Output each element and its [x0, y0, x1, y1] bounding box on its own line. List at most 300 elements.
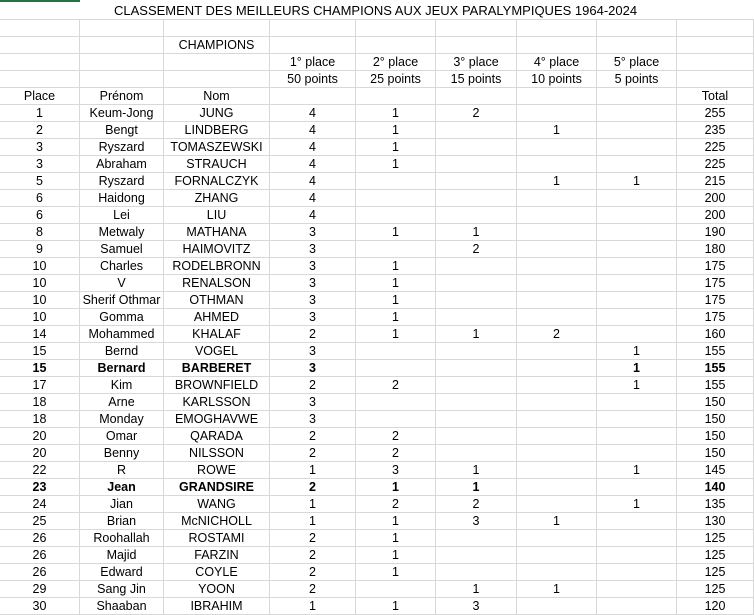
place2-count-cell[interactable] — [356, 394, 436, 410]
place2-count-cell[interactable]: 1 — [356, 547, 436, 563]
first-name-cell[interactable]: R — [80, 462, 164, 478]
place2-header[interactable]: 2° place — [356, 54, 436, 70]
place3-header[interactable]: 3° place — [436, 54, 517, 70]
place3-count-cell[interactable] — [436, 190, 517, 206]
place5-count-cell[interactable] — [597, 530, 677, 546]
place1-count-cell[interactable]: 3 — [270, 275, 356, 291]
place5-count-cell[interactable] — [597, 275, 677, 291]
place-cell[interactable]: 10 — [0, 258, 80, 274]
place5-count-cell[interactable] — [597, 156, 677, 172]
last-name-cell[interactable]: VOGEL — [164, 343, 270, 359]
place1-count-cell[interactable]: 2 — [270, 326, 356, 342]
place2-count-cell[interactable]: 1 — [356, 292, 436, 308]
place1-count-cell[interactable]: 2 — [270, 377, 356, 393]
place5-count-cell[interactable]: 1 — [597, 496, 677, 512]
place2-count-cell[interactable]: 1 — [356, 564, 436, 580]
first-name-cell[interactable]: Majid — [80, 547, 164, 563]
place-cell[interactable]: 26 — [0, 564, 80, 580]
place5-count-cell[interactable] — [597, 326, 677, 342]
place3-count-cell[interactable]: 2 — [436, 496, 517, 512]
place5-count-cell[interactable] — [597, 105, 677, 121]
place3-count-cell[interactable] — [436, 207, 517, 223]
sheet-title[interactable]: CLASSEMENT DES MEILLEURS CHAMPIONS AUX JEUX PARALYMPIQUES 1964-2024 — [114, 3, 638, 18]
champions-label[interactable]: CHAMPIONS — [164, 37, 270, 53]
last-name-cell[interactable]: FORNALCZYK — [164, 173, 270, 189]
place4-count-cell[interactable] — [517, 462, 597, 478]
place1-count-cell[interactable]: 2 — [270, 428, 356, 444]
cell[interactable] — [270, 37, 356, 53]
place3-count-cell[interactable] — [436, 530, 517, 546]
total-column-header[interactable]: Total — [677, 88, 754, 104]
place3-count-cell[interactable] — [436, 564, 517, 580]
first-name-cell[interactable]: Brian — [80, 513, 164, 529]
cell[interactable] — [677, 71, 754, 87]
total-cell[interactable]: 155 — [677, 343, 754, 359]
place-cell[interactable]: 30 — [0, 598, 80, 614]
last-name-cell[interactable]: AHMED — [164, 309, 270, 325]
place1-count-cell[interactable]: 3 — [270, 292, 356, 308]
place-cell[interactable]: 26 — [0, 547, 80, 563]
place5-count-cell[interactable] — [597, 513, 677, 529]
place-cell[interactable]: 18 — [0, 411, 80, 427]
place5-count-cell[interactable] — [597, 241, 677, 257]
first-name-cell[interactable]: Gomma — [80, 309, 164, 325]
place1-count-cell[interactable]: 4 — [270, 139, 356, 155]
total-cell[interactable]: 135 — [677, 496, 754, 512]
place2-count-cell[interactable] — [356, 207, 436, 223]
total-cell[interactable]: 150 — [677, 428, 754, 444]
place5-count-cell[interactable] — [597, 479, 677, 495]
total-cell[interactable]: 150 — [677, 411, 754, 427]
place1-count-cell[interactable]: 1 — [270, 496, 356, 512]
place-cell[interactable]: 2 — [0, 122, 80, 138]
place1-count-cell[interactable]: 1 — [270, 462, 356, 478]
place4-count-cell[interactable]: 1 — [517, 581, 597, 597]
place3-count-cell[interactable] — [436, 343, 517, 359]
first-name-cell[interactable]: Metwaly — [80, 224, 164, 240]
place5-count-cell[interactable]: 1 — [597, 360, 677, 376]
place-cell[interactable]: 24 — [0, 496, 80, 512]
place-cell[interactable]: 6 — [0, 207, 80, 223]
place3-count-cell[interactable] — [436, 428, 517, 444]
place5-count-cell[interactable] — [597, 581, 677, 597]
place2-count-cell[interactable]: 1 — [356, 309, 436, 325]
cell[interactable] — [80, 37, 164, 53]
place4-count-cell[interactable] — [517, 479, 597, 495]
place-cell[interactable]: 15 — [0, 343, 80, 359]
place-cell[interactable]: 1 — [0, 105, 80, 121]
place5-count-cell[interactable] — [597, 207, 677, 223]
place-cell[interactable]: 20 — [0, 428, 80, 444]
cell[interactable] — [270, 88, 356, 104]
place4-count-cell[interactable] — [517, 564, 597, 580]
place2-count-cell[interactable]: 1 — [356, 326, 436, 342]
place5-count-cell[interactable]: 1 — [597, 462, 677, 478]
cell[interactable] — [517, 88, 597, 104]
place-cell[interactable]: 5 — [0, 173, 80, 189]
place3-count-cell[interactable] — [436, 411, 517, 427]
total-cell[interactable]: 130 — [677, 513, 754, 529]
place5-count-cell[interactable] — [597, 122, 677, 138]
first-name-cell[interactable]: Charles — [80, 258, 164, 274]
place4-count-cell[interactable] — [517, 207, 597, 223]
place2-count-cell[interactable]: 1 — [356, 513, 436, 529]
place-cell[interactable]: 15 — [0, 360, 80, 376]
place-cell[interactable]: 8 — [0, 224, 80, 240]
place1-count-cell[interactable]: 2 — [270, 479, 356, 495]
cell[interactable] — [356, 20, 436, 36]
place2-count-cell[interactable]: 2 — [356, 377, 436, 393]
place2-count-cell[interactable]: 1 — [356, 105, 436, 121]
cell[interactable] — [356, 88, 436, 104]
first-name-cell[interactable]: Ryszard — [80, 173, 164, 189]
place4-count-cell[interactable] — [517, 292, 597, 308]
place-cell[interactable]: 18 — [0, 394, 80, 410]
place1-count-cell[interactable]: 4 — [270, 173, 356, 189]
place4-count-cell[interactable] — [517, 343, 597, 359]
first-name-cell[interactable]: Benny — [80, 445, 164, 461]
place4-count-cell[interactable] — [517, 156, 597, 172]
total-cell[interactable]: 120 — [677, 598, 754, 614]
place5-count-cell[interactable]: 1 — [597, 377, 677, 393]
place5-count-cell[interactable]: 1 — [597, 343, 677, 359]
total-cell[interactable]: 140 — [677, 479, 754, 495]
total-cell[interactable]: 160 — [677, 326, 754, 342]
total-cell[interactable]: 200 — [677, 190, 754, 206]
place1-count-cell[interactable]: 4 — [270, 207, 356, 223]
place2-count-cell[interactable] — [356, 190, 436, 206]
place3-count-cell[interactable]: 3 — [436, 598, 517, 614]
place5-count-cell[interactable] — [597, 139, 677, 155]
cell[interactable] — [164, 20, 270, 36]
last-name-cell[interactable]: LINDBERG — [164, 122, 270, 138]
place3-count-cell[interactable]: 1 — [436, 326, 517, 342]
place-cell[interactable]: 29 — [0, 581, 80, 597]
place3-count-cell[interactable] — [436, 360, 517, 376]
place5-count-cell[interactable] — [597, 292, 677, 308]
place1-count-cell[interactable]: 4 — [270, 122, 356, 138]
place3-count-cell[interactable] — [436, 377, 517, 393]
place4-count-cell[interactable] — [517, 241, 597, 257]
total-cell[interactable]: 125 — [677, 530, 754, 546]
place3-count-cell[interactable]: 1 — [436, 479, 517, 495]
place-cell[interactable]: 10 — [0, 292, 80, 308]
cell[interactable] — [270, 20, 356, 36]
place5-count-cell[interactable] — [597, 547, 677, 563]
cell[interactable] — [677, 37, 754, 53]
total-cell[interactable]: 190 — [677, 224, 754, 240]
cell[interactable] — [164, 54, 270, 70]
total-cell[interactable]: 145 — [677, 462, 754, 478]
place3-count-cell[interactable]: 1 — [436, 462, 517, 478]
place5-count-cell[interactable]: 1 — [597, 173, 677, 189]
first-name-cell[interactable]: Jean — [80, 479, 164, 495]
cell[interactable] — [436, 37, 517, 53]
total-cell[interactable]: 155 — [677, 360, 754, 376]
place4-count-cell[interactable] — [517, 139, 597, 155]
place1-points[interactable]: 50 points — [270, 71, 356, 87]
place3-count-cell[interactable] — [436, 122, 517, 138]
first-name-cell[interactable]: Monday — [80, 411, 164, 427]
place5-count-cell[interactable] — [597, 445, 677, 461]
place3-count-cell[interactable] — [436, 292, 517, 308]
first-name-cell[interactable]: Ryszard — [80, 139, 164, 155]
place1-header[interactable]: 1° place — [270, 54, 356, 70]
cell[interactable] — [436, 88, 517, 104]
first-name-cell[interactable]: V — [80, 275, 164, 291]
place-cell[interactable]: 14 — [0, 326, 80, 342]
place2-count-cell[interactable]: 1 — [356, 122, 436, 138]
last-name-cell[interactable]: LIU — [164, 207, 270, 223]
total-cell[interactable]: 155 — [677, 377, 754, 393]
place5-count-cell[interactable] — [597, 309, 677, 325]
last-name-cell[interactable]: ZHANG — [164, 190, 270, 206]
cell[interactable] — [164, 71, 270, 87]
place5-count-cell[interactable] — [597, 428, 677, 444]
place-cell[interactable]: 22 — [0, 462, 80, 478]
place4-points[interactable]: 10 points — [517, 71, 597, 87]
last-name-cell[interactable]: WANG — [164, 496, 270, 512]
first-name-cell[interactable]: Abraham — [80, 156, 164, 172]
place5-count-cell[interactable] — [597, 190, 677, 206]
last-name-cell[interactable]: ROSTAMI — [164, 530, 270, 546]
first-name-cell[interactable]: Sherif Othmar — [80, 292, 164, 308]
last-name-cell[interactable]: STRAUCH — [164, 156, 270, 172]
place4-count-cell[interactable] — [517, 394, 597, 410]
first-name-cell[interactable]: Jian — [80, 496, 164, 512]
place1-count-cell[interactable]: 2 — [270, 530, 356, 546]
total-cell[interactable]: 255 — [677, 105, 754, 121]
total-cell[interactable]: 175 — [677, 292, 754, 308]
last-name-cell[interactable]: BARBERET — [164, 360, 270, 376]
place2-count-cell[interactable] — [356, 581, 436, 597]
place4-header[interactable]: 4° place — [517, 54, 597, 70]
first-name-cell[interactable]: Sang Jin — [80, 581, 164, 597]
first-name-cell[interactable]: Keum-Jong — [80, 105, 164, 121]
place4-count-cell[interactable]: 1 — [517, 513, 597, 529]
place3-count-cell[interactable] — [436, 309, 517, 325]
place4-count-cell[interactable] — [517, 530, 597, 546]
place4-count-cell[interactable] — [517, 496, 597, 512]
place4-count-cell[interactable] — [517, 547, 597, 563]
place2-count-cell[interactable]: 2 — [356, 428, 436, 444]
place2-count-cell[interactable]: 1 — [356, 530, 436, 546]
place3-count-cell[interactable] — [436, 547, 517, 563]
place4-count-cell[interactable] — [517, 428, 597, 444]
first-name-cell[interactable]: Omar — [80, 428, 164, 444]
first-name-cell[interactable]: Roohallah — [80, 530, 164, 546]
place3-count-cell[interactable] — [436, 275, 517, 291]
cell[interactable] — [597, 37, 677, 53]
place3-count-cell[interactable] — [436, 173, 517, 189]
place-cell[interactable]: 3 — [0, 139, 80, 155]
last-name-cell[interactable]: QARADA — [164, 428, 270, 444]
last-name-cell[interactable]: COYLE — [164, 564, 270, 580]
total-cell[interactable]: 175 — [677, 309, 754, 325]
cell[interactable] — [517, 20, 597, 36]
total-cell[interactable]: 225 — [677, 156, 754, 172]
total-cell[interactable]: 125 — [677, 581, 754, 597]
total-cell[interactable]: 215 — [677, 173, 754, 189]
place3-count-cell[interactable]: 2 — [436, 105, 517, 121]
last-name-column-header[interactable]: Nom — [164, 88, 270, 104]
place1-count-cell[interactable]: 2 — [270, 445, 356, 461]
place-cell[interactable]: 23 — [0, 479, 80, 495]
cell[interactable] — [677, 54, 754, 70]
place5-points[interactable]: 5 points — [597, 71, 677, 87]
total-cell[interactable]: 175 — [677, 258, 754, 274]
place2-count-cell[interactable]: 3 — [356, 462, 436, 478]
cell[interactable] — [436, 20, 517, 36]
place4-count-cell[interactable] — [517, 377, 597, 393]
place3-count-cell[interactable] — [436, 156, 517, 172]
place1-count-cell[interactable]: 1 — [270, 513, 356, 529]
place5-count-cell[interactable] — [597, 598, 677, 614]
place2-count-cell[interactable]: 1 — [356, 156, 436, 172]
first-name-cell[interactable]: Mohammed — [80, 326, 164, 342]
place3-count-cell[interactable] — [436, 258, 517, 274]
place4-count-cell[interactable]: 1 — [517, 173, 597, 189]
first-name-cell[interactable]: Bernd — [80, 343, 164, 359]
place4-count-cell[interactable] — [517, 598, 597, 614]
place3-count-cell[interactable]: 3 — [436, 513, 517, 529]
place5-count-cell[interactable] — [597, 564, 677, 580]
place4-count-cell[interactable] — [517, 190, 597, 206]
place5-count-cell[interactable] — [597, 224, 677, 240]
total-cell[interactable]: 235 — [677, 122, 754, 138]
total-cell[interactable]: 125 — [677, 564, 754, 580]
place-cell[interactable]: 25 — [0, 513, 80, 529]
cell[interactable] — [0, 37, 80, 53]
last-name-cell[interactable]: YOON — [164, 581, 270, 597]
first-name-cell[interactable]: Samuel — [80, 241, 164, 257]
place1-count-cell[interactable]: 3 — [270, 241, 356, 257]
last-name-cell[interactable]: ROWE — [164, 462, 270, 478]
place3-count-cell[interactable] — [436, 394, 517, 410]
place1-count-cell[interactable]: 3 — [270, 394, 356, 410]
place1-count-cell[interactable]: 3 — [270, 343, 356, 359]
place2-count-cell[interactable] — [356, 360, 436, 376]
total-cell[interactable]: 225 — [677, 139, 754, 155]
last-name-cell[interactable]: MATHANA — [164, 224, 270, 240]
cell[interactable] — [0, 20, 80, 36]
place1-count-cell[interactable]: 3 — [270, 411, 356, 427]
cell[interactable] — [597, 20, 677, 36]
place5-count-cell[interactable] — [597, 411, 677, 427]
place4-count-cell[interactable]: 1 — [517, 122, 597, 138]
last-name-cell[interactable]: McNICHOLL — [164, 513, 270, 529]
place-cell[interactable]: 26 — [0, 530, 80, 546]
place-column-header[interactable]: Place — [0, 88, 80, 104]
place2-count-cell[interactable] — [356, 343, 436, 359]
place2-count-cell[interactable]: 1 — [356, 224, 436, 240]
cell[interactable] — [677, 20, 754, 36]
cell[interactable] — [0, 54, 80, 70]
place2-count-cell[interactable] — [356, 411, 436, 427]
place4-count-cell[interactable] — [517, 309, 597, 325]
place2-count-cell[interactable]: 2 — [356, 445, 436, 461]
place1-count-cell[interactable]: 3 — [270, 258, 356, 274]
place4-count-cell[interactable] — [517, 411, 597, 427]
last-name-cell[interactable]: GRANDSIRE — [164, 479, 270, 495]
last-name-cell[interactable]: NILSSON — [164, 445, 270, 461]
place2-count-cell[interactable]: 1 — [356, 275, 436, 291]
place5-header[interactable]: 5° place — [597, 54, 677, 70]
last-name-cell[interactable]: OTHMAN — [164, 292, 270, 308]
place5-count-cell[interactable] — [597, 394, 677, 410]
place1-count-cell[interactable]: 3 — [270, 360, 356, 376]
place-cell[interactable]: 3 — [0, 156, 80, 172]
place2-count-cell[interactable]: 1 — [356, 139, 436, 155]
place3-count-cell[interactable]: 1 — [436, 224, 517, 240]
last-name-cell[interactable]: HAIMOVITZ — [164, 241, 270, 257]
place-cell[interactable]: 6 — [0, 190, 80, 206]
place1-count-cell[interactable]: 3 — [270, 224, 356, 240]
last-name-cell[interactable]: IBRAHIM — [164, 598, 270, 614]
total-cell[interactable]: 125 — [677, 547, 754, 563]
last-name-cell[interactable]: RENALSON — [164, 275, 270, 291]
place-cell[interactable]: 20 — [0, 445, 80, 461]
place1-count-cell[interactable]: 4 — [270, 190, 356, 206]
first-name-cell[interactable]: Edward — [80, 564, 164, 580]
first-name-cell[interactable]: Lei — [80, 207, 164, 223]
place5-count-cell[interactable] — [597, 258, 677, 274]
first-name-cell[interactable]: Haidong — [80, 190, 164, 206]
last-name-cell[interactable]: KARLSSON — [164, 394, 270, 410]
last-name-cell[interactable]: FARZIN — [164, 547, 270, 563]
cell[interactable] — [517, 37, 597, 53]
cell[interactable] — [80, 54, 164, 70]
place-cell[interactable]: 10 — [0, 275, 80, 291]
place1-count-cell[interactable]: 2 — [270, 564, 356, 580]
last-name-cell[interactable]: EMOGHAVWE — [164, 411, 270, 427]
first-name-cell[interactable]: Shaaban — [80, 598, 164, 614]
total-cell[interactable]: 180 — [677, 241, 754, 257]
place3-points[interactable]: 15 points — [436, 71, 517, 87]
first-name-cell[interactable]: Bengt — [80, 122, 164, 138]
total-cell[interactable]: 175 — [677, 275, 754, 291]
first-name-cell[interactable]: Arne — [80, 394, 164, 410]
place1-count-cell[interactable]: 2 — [270, 581, 356, 597]
place2-count-cell[interactable] — [356, 173, 436, 189]
place1-count-cell[interactable]: 4 — [270, 105, 356, 121]
place4-count-cell[interactable] — [517, 224, 597, 240]
place2-count-cell[interactable]: 1 — [356, 598, 436, 614]
place4-count-cell[interactable] — [517, 275, 597, 291]
first-name-cell[interactable]: Kim — [80, 377, 164, 393]
place2-count-cell[interactable]: 2 — [356, 496, 436, 512]
cell[interactable] — [597, 88, 677, 104]
cell[interactable] — [80, 20, 164, 36]
place3-count-cell[interactable] — [436, 445, 517, 461]
place2-count-cell[interactable]: 1 — [356, 479, 436, 495]
place3-count-cell[interactable] — [436, 139, 517, 155]
place-cell[interactable]: 9 — [0, 241, 80, 257]
place2-count-cell[interactable]: 1 — [356, 258, 436, 274]
place3-count-cell[interactable]: 2 — [436, 241, 517, 257]
cell[interactable] — [0, 71, 80, 87]
place4-count-cell[interactable]: 2 — [517, 326, 597, 342]
place2-count-cell[interactable] — [356, 241, 436, 257]
place-cell[interactable]: 10 — [0, 309, 80, 325]
first-name-cell[interactable]: Bernard — [80, 360, 164, 376]
last-name-cell[interactable]: KHALAF — [164, 326, 270, 342]
place4-count-cell[interactable] — [517, 258, 597, 274]
total-cell[interactable]: 200 — [677, 207, 754, 223]
place3-count-cell[interactable]: 1 — [436, 581, 517, 597]
total-cell[interactable]: 150 — [677, 445, 754, 461]
last-name-cell[interactable]: TOMASZEWSKI — [164, 139, 270, 155]
